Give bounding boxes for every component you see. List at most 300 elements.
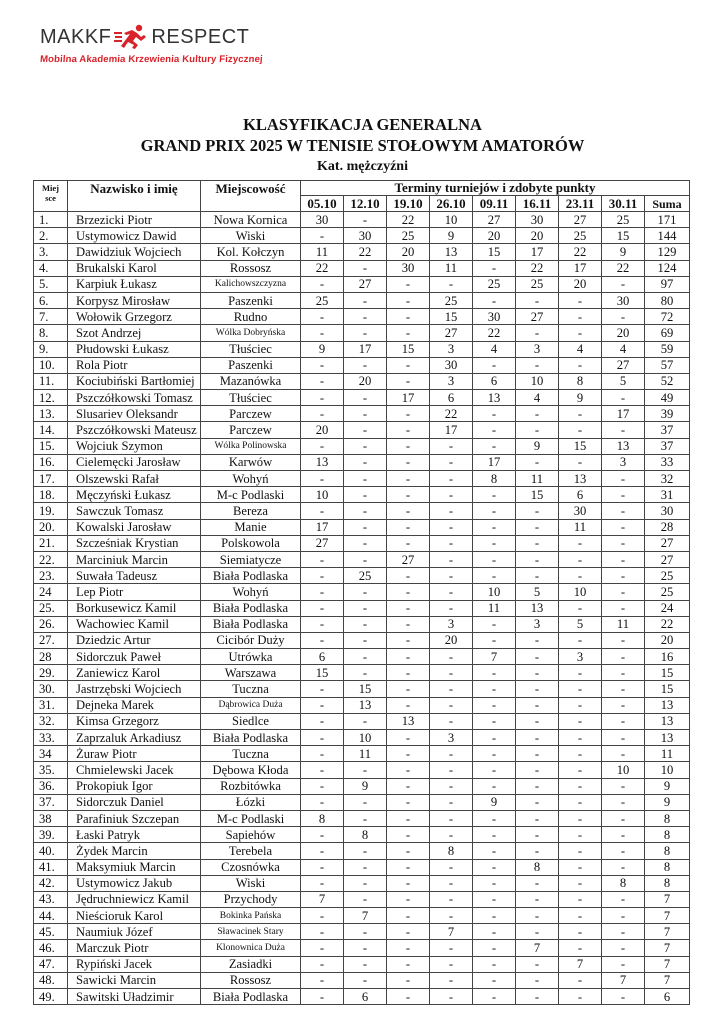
points-cell: - <box>387 519 430 535</box>
points-cell: 7 <box>559 956 602 972</box>
points-cell: - <box>473 357 516 373</box>
points-cell: 27 <box>559 212 602 228</box>
table-row <box>34 810 690 826</box>
points-cell: - <box>473 972 516 988</box>
points-cell: - <box>430 487 473 503</box>
city-cell: Utrówka <box>201 649 301 665</box>
points-cell: 17 <box>430 422 473 438</box>
sum-cell: 15 <box>645 681 690 697</box>
points-cell: 25 <box>602 212 645 228</box>
points-cell: - <box>344 357 387 373</box>
points-cell: - <box>516 551 559 567</box>
points-cell: - <box>301 471 344 487</box>
points-cell: - <box>387 972 430 988</box>
points-cell: 20 <box>387 244 430 260</box>
points-cell: - <box>387 778 430 794</box>
table-row <box>34 730 690 746</box>
table-row <box>34 212 690 228</box>
sum-cell: 30 <box>645 503 690 519</box>
points-cell: - <box>559 778 602 794</box>
points-cell: 10 <box>344 730 387 746</box>
points-cell: 13 <box>301 454 344 470</box>
points-cell: 6 <box>559 487 602 503</box>
points-cell: - <box>344 487 387 503</box>
points-cell: - <box>344 616 387 632</box>
sum-cell: 97 <box>645 276 690 292</box>
city-cell: Zasiadki <box>201 956 301 972</box>
player-name-cell: Borkusewicz Kamil <box>68 600 201 616</box>
points-cell: 7 <box>430 924 473 940</box>
place-cell: 32. <box>34 713 68 729</box>
points-cell: - <box>473 503 516 519</box>
sum-cell: 13 <box>645 730 690 746</box>
points-cell: - <box>473 438 516 454</box>
sum-cell: 52 <box>645 373 690 389</box>
points-cell: - <box>516 568 559 584</box>
points-cell: - <box>430 810 473 826</box>
player-name-cell: Suwała Tadeusz <box>68 568 201 584</box>
player-name-cell: Sawitski Uładzimir <box>68 989 201 1005</box>
sum-cell: 8 <box>645 810 690 826</box>
place-cell: 36. <box>34 778 68 794</box>
city-cell: Biała Podlaska <box>201 989 301 1005</box>
table-row <box>34 681 690 697</box>
points-cell: - <box>473 908 516 924</box>
points-cell: - <box>602 989 645 1005</box>
points-cell: - <box>344 551 387 567</box>
player-name-cell: Kowalski Jarosław <box>68 519 201 535</box>
points-cell: - <box>387 843 430 859</box>
points-cell: 22 <box>301 260 344 276</box>
points-cell: 27 <box>344 276 387 292</box>
player-name-cell: Szcześniak Krystian <box>68 535 201 551</box>
place-cell: 7. <box>34 309 68 325</box>
points-cell: 27 <box>516 309 559 325</box>
place-cell: 13. <box>34 406 68 422</box>
sum-cell: 25 <box>645 584 690 600</box>
table-row <box>34 762 690 778</box>
points-cell: - <box>559 762 602 778</box>
points-cell: - <box>344 794 387 810</box>
place-cell: 19. <box>34 503 68 519</box>
sum-cell: 13 <box>645 697 690 713</box>
points-cell: 11 <box>516 471 559 487</box>
points-cell: - <box>344 503 387 519</box>
city-cell: Terebela <box>201 843 301 859</box>
points-cell: - <box>301 309 344 325</box>
place-cell: 35. <box>34 762 68 778</box>
points-cell: 22 <box>516 260 559 276</box>
place-cell: 39. <box>34 827 68 843</box>
place-cell: 41. <box>34 859 68 875</box>
points-cell: - <box>473 260 516 276</box>
points-cell: 8 <box>516 859 559 875</box>
points-cell: - <box>559 730 602 746</box>
city-cell: Sapiehów <box>201 827 301 843</box>
player-name-cell: Marczuk Piotr <box>68 940 201 956</box>
table-row <box>34 875 690 891</box>
player-name-cell: Korpysz Mirosław <box>68 292 201 308</box>
city-cell: Siemiatycze <box>201 551 301 567</box>
points-cell: - <box>430 762 473 778</box>
points-cell: - <box>301 956 344 972</box>
points-cell: - <box>387 810 430 826</box>
points-cell: - <box>301 228 344 244</box>
points-cell: - <box>301 778 344 794</box>
points-cell: - <box>301 357 344 373</box>
place-cell: 43. <box>34 891 68 907</box>
place-cell: 28 <box>34 649 68 665</box>
points-cell: 30 <box>516 212 559 228</box>
table-row <box>34 600 690 616</box>
points-cell: 8 <box>602 875 645 891</box>
points-cell: - <box>387 584 430 600</box>
points-cell: 17 <box>473 454 516 470</box>
points-cell: - <box>559 454 602 470</box>
city-cell: Paszenki <box>201 292 301 308</box>
table-row <box>34 309 690 325</box>
points-cell: - <box>430 551 473 567</box>
ranking-table <box>33 180 690 1005</box>
category-label: Kat. mężczyźni <box>317 159 408 174</box>
points-cell: - <box>516 924 559 940</box>
city-cell: Wohyń <box>201 584 301 600</box>
player-name-cell: Wołowik Grzegorz <box>68 309 201 325</box>
points-cell: - <box>559 697 602 713</box>
place-cell: 29. <box>34 665 68 681</box>
points-cell: 17 <box>516 244 559 260</box>
points-cell: - <box>387 924 430 940</box>
points-cell: - <box>344 260 387 276</box>
points-cell: - <box>602 924 645 940</box>
points-cell: - <box>344 665 387 681</box>
points-cell: - <box>387 276 430 292</box>
col-place-line1: Miej <box>42 183 59 193</box>
place-cell: 15. <box>34 438 68 454</box>
player-name-cell: Prokopiuk Igor <box>68 778 201 794</box>
col-date-header: 05.10 <box>301 196 344 212</box>
sum-cell: 7 <box>645 908 690 924</box>
points-cell: 11 <box>344 746 387 762</box>
points-cell: 13 <box>559 471 602 487</box>
points-cell: - <box>387 632 430 648</box>
city-cell: Siedlce <box>201 713 301 729</box>
table-row <box>34 713 690 729</box>
table-row <box>34 438 690 454</box>
points-cell: - <box>387 406 430 422</box>
sum-cell: 32 <box>645 471 690 487</box>
points-cell: 6 <box>344 989 387 1005</box>
points-cell: - <box>559 292 602 308</box>
points-cell: - <box>516 908 559 924</box>
points-cell: - <box>430 649 473 665</box>
city-cell: Rozbitówka <box>201 778 301 794</box>
points-cell: - <box>430 891 473 907</box>
table-body <box>34 212 690 1005</box>
table-row <box>34 406 690 422</box>
place-cell: 17. <box>34 471 68 487</box>
points-cell: - <box>387 940 430 956</box>
points-cell: - <box>516 956 559 972</box>
points-cell: 10 <box>473 584 516 600</box>
player-name-cell: Kociubiński Bartłomiej <box>68 373 201 389</box>
points-cell: - <box>387 681 430 697</box>
points-cell: - <box>344 584 387 600</box>
points-cell: - <box>559 972 602 988</box>
points-cell: - <box>516 503 559 519</box>
city-cell: Bereza <box>201 503 301 519</box>
points-cell: - <box>344 390 387 406</box>
points-cell: - <box>516 891 559 907</box>
points-cell: - <box>301 972 344 988</box>
points-cell: - <box>602 940 645 956</box>
points-cell: 10 <box>430 212 473 228</box>
col-group-header: Terminy turniejów i zdobyte punkty <box>301 181 690 196</box>
points-cell: - <box>301 600 344 616</box>
points-cell: 20 <box>559 276 602 292</box>
points-cell: - <box>602 827 645 843</box>
table-row <box>34 325 690 341</box>
points-cell: - <box>387 649 430 665</box>
points-cell: - <box>430 471 473 487</box>
points-cell: 13 <box>430 244 473 260</box>
points-cell: - <box>516 665 559 681</box>
city-cell: Wólka Dobryńska <box>201 325 301 341</box>
points-cell: - <box>473 762 516 778</box>
player-name-cell: Chmielewski Jacek <box>68 762 201 778</box>
sum-cell: 15 <box>645 665 690 681</box>
col-date-header: 19.10 <box>387 196 430 212</box>
points-cell: - <box>387 989 430 1005</box>
place-cell: 11. <box>34 373 68 389</box>
sum-cell: 27 <box>645 551 690 567</box>
place-cell: 40. <box>34 843 68 859</box>
col-date-header: 16.11 <box>516 196 559 212</box>
points-cell: 30 <box>473 309 516 325</box>
place-cell: 23. <box>34 568 68 584</box>
table-row <box>34 827 690 843</box>
points-cell: 10 <box>516 373 559 389</box>
city-cell: Manie <box>201 519 301 535</box>
points-cell: - <box>430 875 473 891</box>
points-cell: 9 <box>344 778 387 794</box>
points-cell: - <box>516 357 559 373</box>
table-row <box>34 244 690 260</box>
points-cell: - <box>387 454 430 470</box>
points-cell: - <box>430 794 473 810</box>
points-cell: - <box>301 875 344 891</box>
points-cell: 15 <box>602 228 645 244</box>
points-cell: - <box>473 891 516 907</box>
points-cell: - <box>473 989 516 1005</box>
points-cell: 4 <box>516 390 559 406</box>
points-cell: - <box>430 584 473 600</box>
place-cell: 12. <box>34 390 68 406</box>
place-cell: 33. <box>34 730 68 746</box>
player-name-cell: Zaniewicz Karol <box>68 665 201 681</box>
sum-cell: 171 <box>645 212 690 228</box>
city-cell: M-c Podlaski <box>201 487 301 503</box>
points-cell: 17 <box>602 406 645 422</box>
points-cell: 7 <box>602 972 645 988</box>
player-name-cell: Dejneka Marek <box>68 697 201 713</box>
points-cell: - <box>602 746 645 762</box>
points-cell: 17 <box>559 260 602 276</box>
points-cell: - <box>344 535 387 551</box>
points-cell: - <box>387 908 430 924</box>
sum-cell: 25 <box>645 568 690 584</box>
sum-cell: 28 <box>645 519 690 535</box>
points-cell: 22 <box>387 212 430 228</box>
points-cell: 11 <box>559 519 602 535</box>
points-cell: 3 <box>559 649 602 665</box>
sum-cell: 69 <box>645 325 690 341</box>
points-cell: - <box>344 649 387 665</box>
points-cell: 25 <box>301 292 344 308</box>
points-cell: 13 <box>387 713 430 729</box>
table-row <box>34 487 690 503</box>
points-cell: - <box>602 778 645 794</box>
points-cell: 11 <box>602 616 645 632</box>
city-cell: Kol. Kołczyn <box>201 244 301 260</box>
sum-cell: 13 <box>645 713 690 729</box>
points-cell: - <box>473 406 516 422</box>
city-cell: Przychody <box>201 891 301 907</box>
place-cell: 18. <box>34 487 68 503</box>
points-cell: - <box>473 859 516 875</box>
points-cell: - <box>559 665 602 681</box>
sum-cell: 6 <box>645 989 690 1005</box>
points-cell: - <box>344 924 387 940</box>
points-cell: 9 <box>301 341 344 357</box>
points-cell: - <box>387 875 430 891</box>
points-cell: 30 <box>387 260 430 276</box>
points-cell: 10 <box>559 584 602 600</box>
points-cell: - <box>559 600 602 616</box>
points-cell: - <box>473 665 516 681</box>
city-cell: Cicibór Duży <box>201 632 301 648</box>
points-cell: - <box>344 292 387 308</box>
points-cell: 4 <box>559 341 602 357</box>
points-cell: - <box>473 519 516 535</box>
points-cell: - <box>602 276 645 292</box>
points-cell: - <box>602 810 645 826</box>
points-cell: - <box>516 730 559 746</box>
city-cell: Rudno <box>201 309 301 325</box>
table-row <box>34 940 690 956</box>
place-cell: 46. <box>34 940 68 956</box>
points-cell: 7 <box>301 891 344 907</box>
points-cell: - <box>516 972 559 988</box>
points-cell: - <box>301 568 344 584</box>
points-cell: 30 <box>602 292 645 308</box>
city-cell: Bokinka Pańska <box>201 908 301 924</box>
table-row <box>34 989 690 1005</box>
points-cell: 30 <box>559 503 602 519</box>
points-cell: - <box>430 827 473 843</box>
table-header-row <box>34 181 690 196</box>
points-cell: - <box>602 730 645 746</box>
points-cell: - <box>602 632 645 648</box>
sum-cell: 16 <box>645 649 690 665</box>
points-cell: - <box>559 843 602 859</box>
table-row <box>34 746 690 762</box>
table-row <box>34 649 690 665</box>
player-name-cell: Męczyński Łukasz <box>68 487 201 503</box>
sum-cell: 7 <box>645 891 690 907</box>
points-cell: 8 <box>473 471 516 487</box>
points-cell: 15 <box>473 244 516 260</box>
points-cell: - <box>387 568 430 584</box>
points-cell: - <box>473 292 516 308</box>
points-cell: - <box>602 390 645 406</box>
points-cell: - <box>344 940 387 956</box>
points-cell: - <box>344 810 387 826</box>
points-cell: 5 <box>559 616 602 632</box>
points-cell: - <box>430 972 473 988</box>
points-cell: - <box>301 827 344 843</box>
points-cell: 10 <box>301 487 344 503</box>
points-cell: - <box>602 551 645 567</box>
city-cell: Karwów <box>201 454 301 470</box>
points-cell: - <box>430 778 473 794</box>
points-cell: - <box>344 713 387 729</box>
points-cell: - <box>516 406 559 422</box>
player-name-cell: Sidorczuk Paweł <box>68 649 201 665</box>
points-cell: - <box>559 891 602 907</box>
points-cell: - <box>602 568 645 584</box>
city-cell: Kalichowszczyzna <box>201 276 301 292</box>
sum-cell: 10 <box>645 762 690 778</box>
points-cell: 13 <box>473 390 516 406</box>
city-cell: Wiski <box>201 228 301 244</box>
col-city-header: Miejscowość <box>201 181 301 212</box>
points-cell: 9 <box>602 244 645 260</box>
points-cell: 8 <box>344 827 387 843</box>
points-cell: - <box>301 730 344 746</box>
player-name-cell: Parafiniuk Szczepan <box>68 810 201 826</box>
sum-cell: 37 <box>645 422 690 438</box>
points-cell: - <box>516 325 559 341</box>
points-cell: - <box>344 422 387 438</box>
points-cell: - <box>344 471 387 487</box>
sum-cell: 124 <box>645 260 690 276</box>
place-cell: 24 <box>34 584 68 600</box>
table-row <box>34 859 690 875</box>
points-cell: - <box>602 713 645 729</box>
place-cell: 30. <box>34 681 68 697</box>
points-cell: - <box>430 940 473 956</box>
sum-cell: 22 <box>645 616 690 632</box>
player-name-cell: Nieścioruk Karol <box>68 908 201 924</box>
player-name-cell: Naumiuk Józef <box>68 924 201 940</box>
points-cell: - <box>344 454 387 470</box>
sum-cell: 8 <box>645 827 690 843</box>
points-cell: - <box>430 859 473 875</box>
sum-cell: 24 <box>645 600 690 616</box>
points-cell: - <box>516 810 559 826</box>
points-cell: - <box>301 325 344 341</box>
points-cell: - <box>301 390 344 406</box>
points-cell: 30 <box>301 212 344 228</box>
points-cell: - <box>301 940 344 956</box>
points-cell: - <box>559 746 602 762</box>
points-cell: - <box>559 875 602 891</box>
player-name-cell: Sawicki Marcin <box>68 972 201 988</box>
points-cell: - <box>473 843 516 859</box>
place-cell: 5. <box>34 276 68 292</box>
col-date-header: 26.10 <box>430 196 473 212</box>
